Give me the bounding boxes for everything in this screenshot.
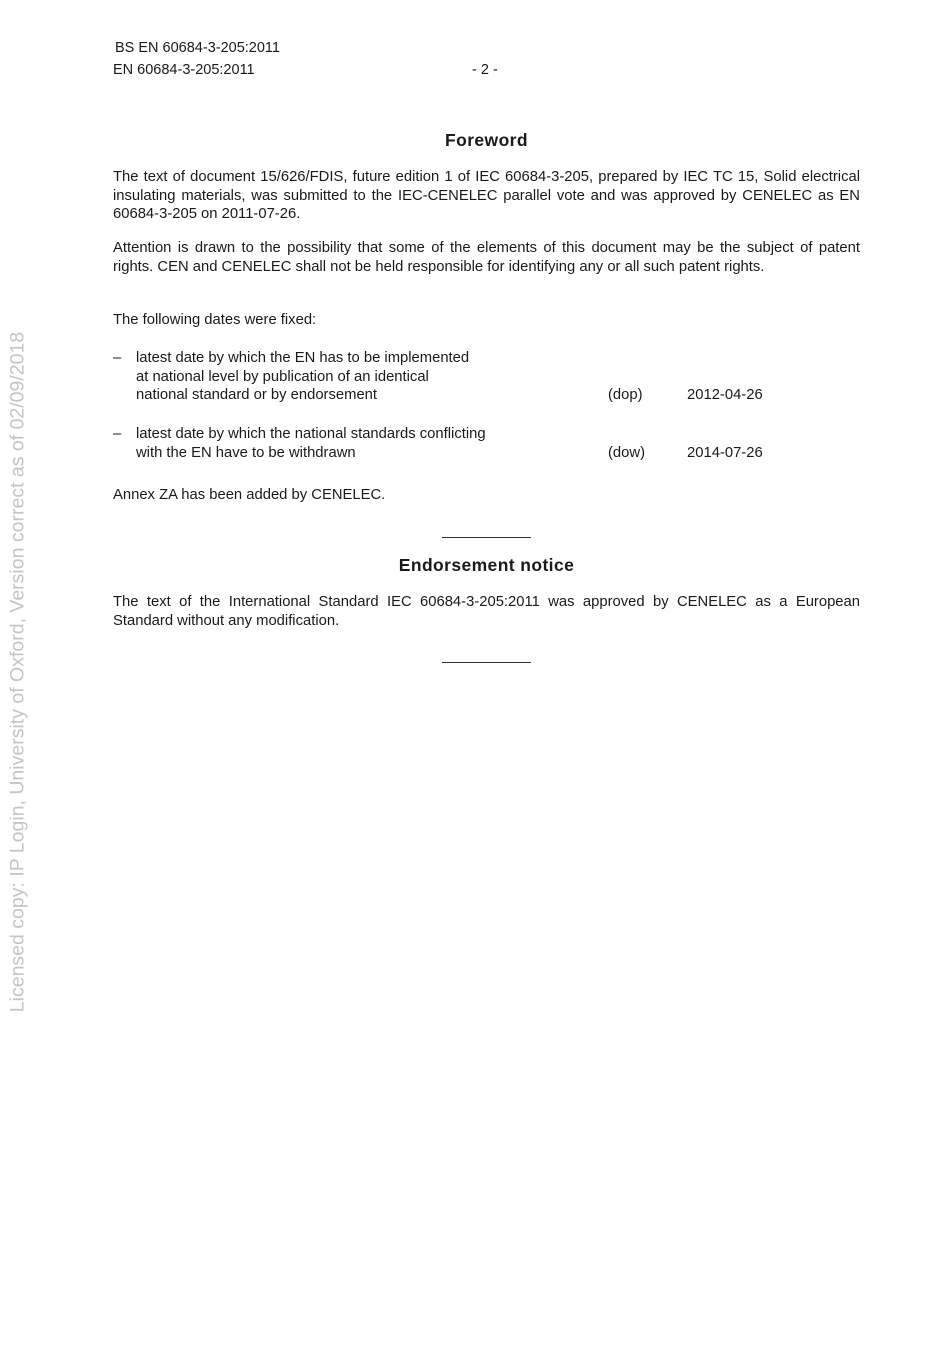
date-item-text-line: at national level by publication of an identical bbox=[136, 368, 429, 385]
license-watermark: Licensed copy: IP Login, University of Oxford, Version correct as of 02/09/2018 bbox=[6, 331, 29, 1013]
date-code: (dow) bbox=[608, 444, 645, 461]
foreword-paragraph-3: The following dates were fixed: bbox=[113, 312, 317, 328]
date-item-text-line: latest date by which the national standards conflicting bbox=[136, 426, 486, 442]
date-code: (dop) bbox=[608, 387, 643, 404]
date-item-text-line: with the EN have to be withdrawn bbox=[136, 444, 356, 461]
date-value: 2012-04-26 bbox=[687, 387, 763, 404]
date-item-text-line: latest date by which the EN has to be implemented bbox=[136, 350, 470, 366]
date-item-text-line: national standard or by endorsement bbox=[136, 387, 378, 404]
date-value: 2014-07-26 bbox=[687, 444, 763, 461]
endorsement-text: The text of the International Standard IEC 60684-3-205:2011 was approved by CENELEC as a European Standard without any modification. bbox=[113, 594, 860, 629]
section-divider bbox=[442, 662, 531, 663]
foreword-title: Foreword bbox=[445, 130, 528, 150]
header-en-number: EN 60684-3-205:2011 bbox=[113, 62, 255, 78]
foreword-paragraph-2: Attention is drawn to the possibility that some of the elements of this document may be the subject of patent rights. CEN and CENELEC shall not be held responsible for identifying any or all such patent rights. bbox=[113, 240, 860, 275]
annex-note: Annex ZA has been added by CENELEC. bbox=[113, 487, 386, 503]
foreword-paragraph-1: The text of document 15/626/FDIS, future edition 1 of IEC 60684-3-205, prepared by IEC TC 15, Solid electrical insulating materials, was submitted to the IEC-CENELEC parallel vote and was approved by CENELEC as EN 60684-3-205 on 2011-07-26. bbox=[113, 169, 860, 223]
header-bs-number: BS EN 60684-3-205:2011 bbox=[115, 40, 280, 56]
endorsement-title: Endorsement notice bbox=[398, 555, 575, 575]
page-number: - 2 - bbox=[472, 62, 498, 78]
list-dash: – bbox=[113, 426, 122, 442]
section-divider bbox=[442, 537, 531, 538]
list-dash: – bbox=[113, 350, 122, 366]
